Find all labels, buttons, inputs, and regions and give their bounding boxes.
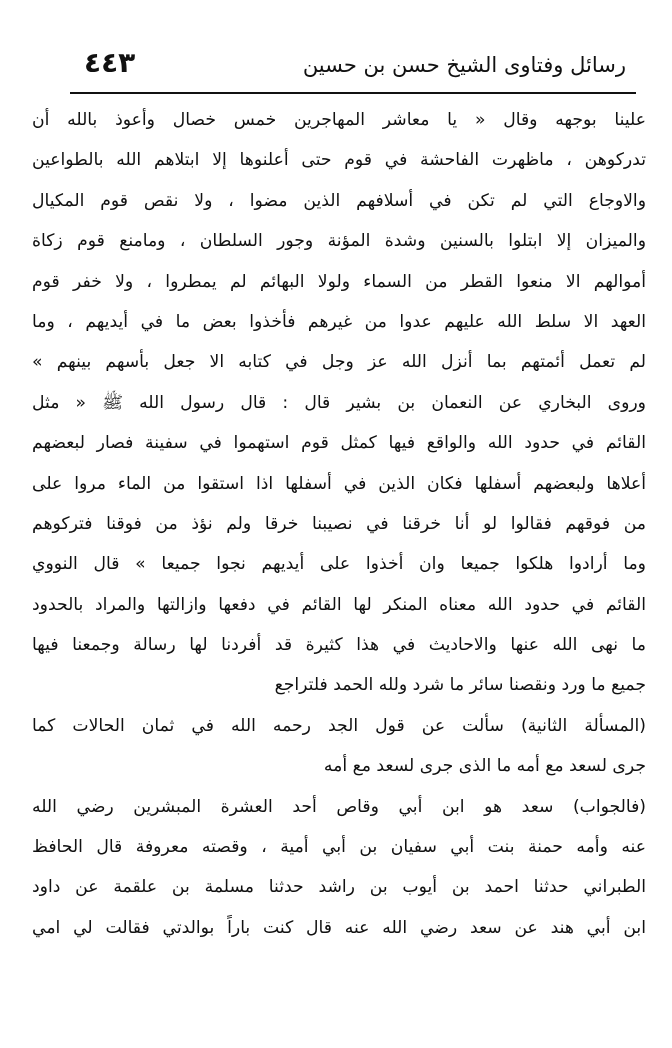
text-line: والميزان إلا ابتلوا بالسنين وشدة المؤنة وجور السلطان ، ومامنع قوم زكاة [32,231,646,252]
text-line: لم تعمل أئمتهم بما أنزل الله عز وجل في كتابه الا جعل بأسهم بينهم » [32,352,646,373]
text-line: عنه وأمه حمنة بنت أبي سفيان بن أبي أمية ، وقصته معروفة قال الحافظ [32,837,646,858]
text-line: (المسألة الثانية) سألت عن قول الجد رحمه الله في ثمان الحالات كما [32,715,646,736]
text-line: القائم في حدود الله معناه المنكر لها القائم في دفعها وازالتها والمراد بالحدود [32,594,646,615]
header-rule [70,92,636,94]
text-line: تدركوهن ، ماظهرت الفاحشة في قوم حتى أعلنوها إلا ابتلاهم الله بالطواعين [32,150,646,171]
text-line: وما أرادوا هلكوا جميعا وان أخذوا على أيديهم نجوا جميعا » قال النووي [32,554,646,575]
text-line: (فالجواب) سعد هو ابن أبي وقاص أحد العشرة المبشرين رضي الله [32,796,646,817]
text-line: الطبراني حدثنا احمد بن أيوب بن راشد حدثنا مسلمة بن علقمة عن داود [32,877,646,898]
body-text [32,100,646,948]
paragraph-last-line: جرى لسعد مع أمه ما الذى جرى لسعد مع أمه [323,756,646,777]
text-line: ما نهى الله عنها والاحاديث في هذا كثيرة قد أفردنا لها رسالة وجمعنا فيها [32,635,646,656]
text-line: العهد الا سلط الله عليهم عدوا من غيرهم فأخذوا بعض ما في أيديهم ، وما [32,311,646,332]
text-line: القائم في حدود الله والواقع فيها كمثل قوم استهموا في سفينة فصار لبعضهم [32,433,646,454]
text-line: من فوقهم فقالوا لو أنا خرقنا في نصيبنا خرقا ولم نؤذ من فوقنا فتركوهم [32,513,646,534]
paragraph-last-line: جميع ما ورد ونقصنا سائر ما شرد ولله الحمد فلتراجع [274,675,646,696]
page-header [70,46,632,90]
page-number: ٤٤٣ [84,46,136,79]
running-title: رسائل وفتاوى الشيخ حسن بن حسين [302,53,626,77]
text-line: وروى البخاري عن النعمان بن بشير قال : قال رسول الله ﷺ « مثل [32,392,646,413]
text-line: ابن أبي هند عن سعد رضي الله عنه قال كنت باراً بوالدتي فقالت لي امي [32,917,646,938]
text-line: أعلاها ولبعضهم أسفلها فكان الذين في أسفلها اذا استقوا من الماء مروا على [32,473,646,494]
text-line: والاوجاع التي لم تكن في أسلافهم الذين مضوا ، ولا نقص قوم المكيال [32,190,646,211]
text-line: علينا بوجهه وقال « يا معاشر المهاجرين خمس خصال وأعوذ بالله أن [32,110,646,130]
text-line: أموالهم الا منعوا القطر من السماء ولولا البهائم لم يمطروا ، ولا خفر قوم [32,271,646,292]
